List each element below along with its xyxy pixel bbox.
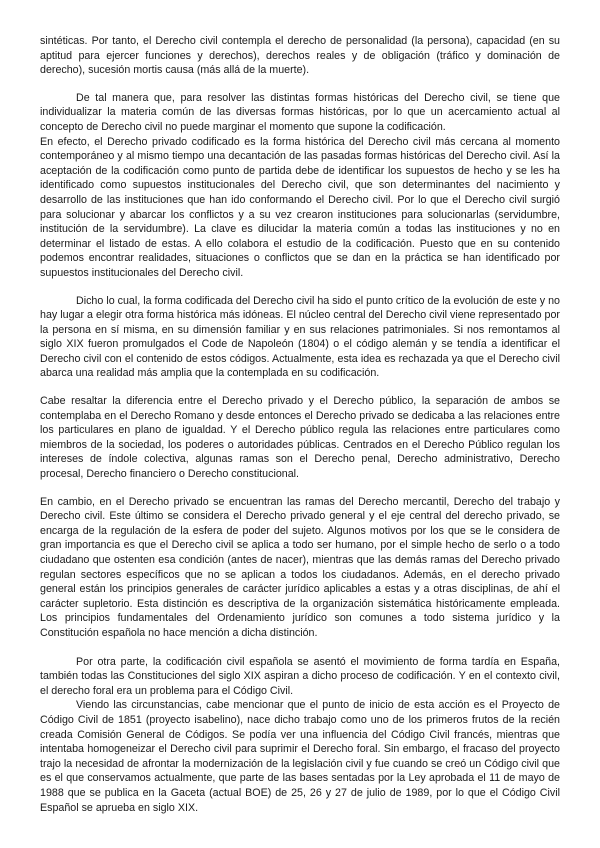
paragraph-3: En efecto, el Derecho privado codificado es la forma histórica del Derecho civil más cercana al momento contemporáneo y al mismo tiempo una decantación de las pasadas formas históricas del Derecho civil. Así la aceptación de la codificación como punto de partida debe de identificar los supuestos de hecho y se les ha identificado como supuestos institucionales del Derecho civil, que son determinantes del nacimiento y desarrollo de las instituciones que han ido conformando el Derecho civil. Por lo que el Derecho civil surgió para solucionar y abarcar los conflictos y a su vez crearon instituciones para solucionarlas (servidumbre, institución de la servidumbre). La clave es dilucidar la materia común a todas las instituciones y no en determinar el listado de estas. A ello colabora el estudio de la codificación. Puesto que en su contenido podemos encontrar realidades, situaciones o conflictos que se dan en la práctica se han identificado por supuestos institucionales del Derecho civil. <box>40 135 560 279</box>
paragraph-8: Viendo las circunstancias, cabe mencionar que el punto de inicio de esta acción es el Proyecto de Código Civil de 1851 (proyecto isabelino), nace dicho trabajo como uno de los primeros frutos de la recién creada Comisión General de Códigos. Se podía ver una influencia del Código Civil francés, mientras que intentaba homogeneizar el Derecho civil para suprimir el Derecho foral. Sin embargo, el fracaso del proyecto trajo la necesidad de afrontar la modernización de la legislación civil y fue cuando se creó un Código civil que es el que conservamos actualmente, que parte de las bases sentadas por la Ley aprobada el 11 de mayo de 1988 que se publica en la Gaceta (actual BOE) de 25, 26 y 27 de julio de 1989, por lo que el Código Civil Español se aprueba en siglo XIX. <box>40 699 560 814</box>
paragraph-1: sintéticas. Por tanto, el Derecho civil contempla el derecho de personalidad (la persona), capacidad (en su aptitud para ejercer funciones y derechos), derechos reales y de obligación (tráfico y dominación de derecho), sucesión mortis causa (más allá de la muerte). <box>40 35 560 77</box>
paragraph-6: En cambio, en el Derecho privado se encuentran las ramas del Derecho mercantil, Derecho del trabajo y Derecho civil. Este último se considera el Derecho privado general y el eje central del derecho privado, se encarga de la regulación de la esfera de poder del sujeto. Algunos motivos por los que se le considera de gran importancia es que el Derecho civil se aplica a todo ser humano, por el simple hecho de serlo o a todo ciudadano que ostenten esa condición (antes de nacer), mientras que las demás ramas del Derecho privado regulan sectores específicos que no se aplican a todos los ciudadanos. Además, en el derecho privado general están los principios generales de carácter jurídico aplicables a estas y a otras disciplinas, de ahí el carácter supletorio. Esta distinción es descriptiva de la organización sistemática históricamente empleada. Los principios fundamentales del Ordenamiento jurídico son comunes a todo sistema jurídico y la Constitución española no hace mención a dicha distinción. <box>40 495 560 639</box>
paragraph-7: Por otra parte, la codificación civil española se asentó el movimiento de forma tardía en España, también todas las Constituciones del siglo XIX aspiran a dicho proceso de codificación. Y en el contexto civil, el derecho foral era un problema para el Código Civil. <box>40 655 560 697</box>
paragraph-4: Dicho lo cual, la forma codificada del Derecho civil ha sido el punto crítico de la evolución de este y no hay lugar a elegir otra forma histórica más idóneas. El núcleo central del Derecho civil viene representado por la persona en sí misma, en su dimensión familiar y en sus relaciones patrimoniales. Si nos remontamos al siglo XIX fueron promulgados el Code de Napoleón (1804) o el código alemán y se tendía a identificar el Derecho civil con el contenido de estos códigos. Actualmente, esta idea es rechazada ya que el Derecho civil abarca una realidad más amplia que la contemplada en su codificación. <box>40 294 560 380</box>
paragraph-2: De tal manera que, para resolver las distintas formas históricas del Derecho civil, se tiene que individualizar la materia común de las diversas formas históricas, por lo que un acercamiento actual al concepto de Derecho civil no puede marginar el momento que supone la codificación. <box>40 91 560 133</box>
paragraph-5: Cabe resaltar la diferencia entre el Derecho privado y el Derecho público, la separación de ambos se contemplaba en el Derecho Romano y desde entonces el Derecho privado se dedicaba a las relaciones entre los particulares en plano de igualdad. Y el Derecho público regula las relaciones entre particulares como miembros de la sociedad, los poderes o autoridades públicas. Centrados en el Derecho Público regulan los intereses de índole colectiva, algunas ramas son el Derecho penal, Derecho administrativo, Derecho procesal, Derecho financiero o Derecho constitucional. <box>40 395 560 481</box>
